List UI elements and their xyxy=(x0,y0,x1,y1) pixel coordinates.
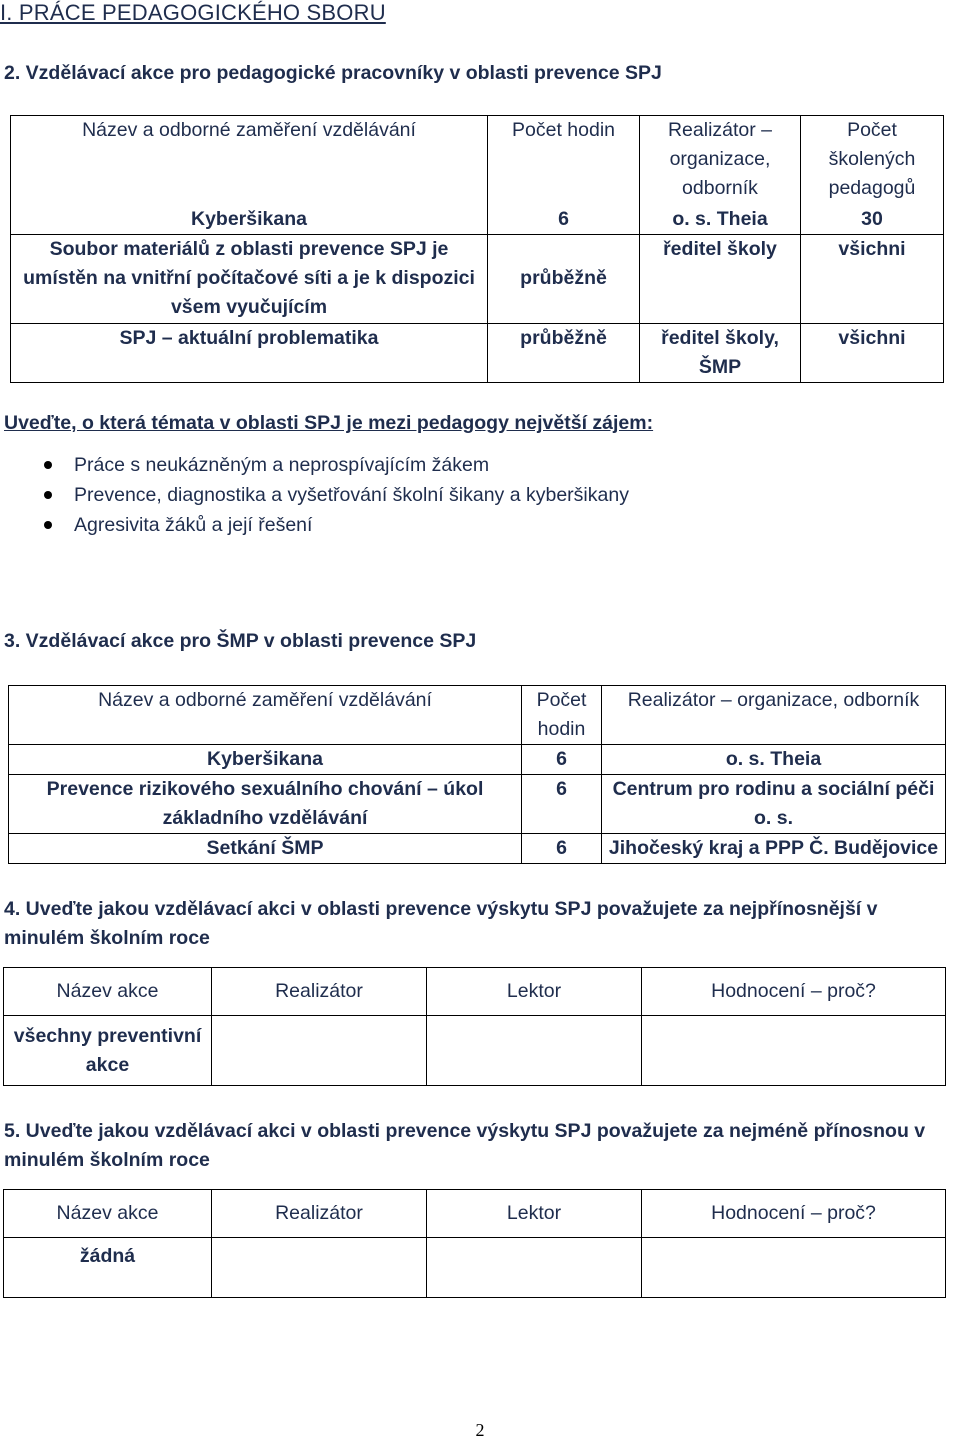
header-cell: Počet školených pedagogů xyxy=(801,116,944,205)
page-heading: I. PRÁCE PEDAGOGICKÉHO SBORU xyxy=(0,0,386,25)
table-row xyxy=(4,1238,946,1298)
section2-title: 2. Vzdělávací akce pro pedagogické pracovníky v oblasti prevence SPJ xyxy=(4,62,662,84)
section2-table xyxy=(10,115,944,383)
header-cell: Hodnocení – proč? xyxy=(642,1190,946,1238)
table-cell: Kyberšikana xyxy=(11,205,488,235)
section5-table xyxy=(3,1189,946,1298)
table-row xyxy=(9,834,946,864)
section4-title: 4. Uveďte jakou vzdělávací akci v oblasti prevence výskytu SPJ považujete za nejpřínosnější v minulém školním roce xyxy=(4,898,878,949)
table-cell xyxy=(642,1238,946,1298)
table-header-row xyxy=(4,968,946,1016)
header-cell: Realizátor xyxy=(212,968,427,1016)
table-cell: průběžně xyxy=(488,234,640,323)
table-cell xyxy=(642,1016,946,1086)
table-cell: žádná xyxy=(4,1238,212,1298)
list-item: Agresivita žáků a její řešení xyxy=(40,510,629,540)
table-row xyxy=(4,1016,946,1086)
table-cell: všichni xyxy=(801,323,944,382)
list-item: Práce s neukázněným a neprospívajícím žákem xyxy=(40,450,629,480)
header-cell: Realizátor xyxy=(212,1190,427,1238)
table-header-row xyxy=(11,116,944,205)
table-cell: Jihočeský kraj a PPP Č. Budějovice xyxy=(602,834,946,864)
table-header-row xyxy=(9,686,946,745)
table-cell: Centrum pro rodinu a sociální péči o. s. xyxy=(602,775,946,834)
table-row xyxy=(11,205,944,235)
table-cell: 6 xyxy=(522,745,602,775)
table-cell: 6 xyxy=(522,775,602,834)
table-cell: Prevence rizikového sexuálního chování – úkol základního vzdělávání xyxy=(9,775,522,834)
header-cell: Realizátor – organizace, odborník xyxy=(640,116,801,205)
table-row xyxy=(11,323,944,382)
table-cell: 6 xyxy=(522,834,602,864)
header-cell: Název a odborné zaměření vzdělávání xyxy=(9,686,522,745)
page-number: 2 xyxy=(475,1420,485,1440)
table-cell xyxy=(427,1238,642,1298)
header-cell: Název akce xyxy=(4,1190,212,1238)
table-cell: 6 xyxy=(488,205,640,235)
table-cell: 30 xyxy=(801,205,944,235)
table-cell: průběžně xyxy=(488,323,640,382)
header-cell: Realizátor – organizace, odborník xyxy=(602,686,946,745)
table-row xyxy=(9,775,946,834)
table-cell: Soubor materiálů z oblasti prevence SPJ je umístěn na vnitřní počítačové síti a je k dispozici všem vyučujícím xyxy=(11,234,488,323)
header-cell: Počet hodin xyxy=(488,116,640,205)
interest-question: Uveďte, o která témata v oblasti SPJ je mezi pedagogy největší zájem: xyxy=(4,412,654,434)
table-row xyxy=(9,745,946,775)
table-cell: o. s. Theia xyxy=(602,745,946,775)
table-cell: ředitel školy xyxy=(640,234,801,323)
interest-list xyxy=(40,450,629,540)
header-cell: Hodnocení – proč? xyxy=(642,968,946,1016)
table-cell: Setkání ŠMP xyxy=(9,834,522,864)
table-cell: SPJ – aktuální problematika xyxy=(11,323,488,382)
section3-title: 3. Vzdělávací akce pro ŠMP v oblasti prevence SPJ xyxy=(4,630,477,652)
section5-title: 5. Uveďte jakou vzdělávací akci v oblasti prevence výskytu SPJ považujete za nejméně přínosnou v minulém školním roce xyxy=(4,1120,926,1171)
list-item: Prevence, diagnostika a vyšetřování školní šikany a kyberšikany xyxy=(40,480,629,510)
table-row xyxy=(11,234,944,323)
table-cell xyxy=(427,1016,642,1086)
table-header-row xyxy=(4,1190,946,1238)
table-cell: všichni xyxy=(801,234,944,323)
table-cell: ředitel školy, ŠMP xyxy=(640,323,801,382)
table-cell: všechny preventivní akce xyxy=(4,1016,212,1086)
header-cell: Lektor xyxy=(427,968,642,1016)
table-cell: o. s. Theia xyxy=(640,205,801,235)
header-cell: Název akce xyxy=(4,968,212,1016)
header-cell: Název a odborné zaměření vzdělávání xyxy=(11,116,488,205)
section3-table xyxy=(8,685,946,864)
table-cell xyxy=(212,1016,427,1086)
header-cell: Počet hodin xyxy=(522,686,602,745)
table-cell: Kyberšikana xyxy=(9,745,522,775)
header-cell: Lektor xyxy=(427,1190,642,1238)
section4-table xyxy=(3,967,946,1086)
table-cell xyxy=(212,1238,427,1298)
